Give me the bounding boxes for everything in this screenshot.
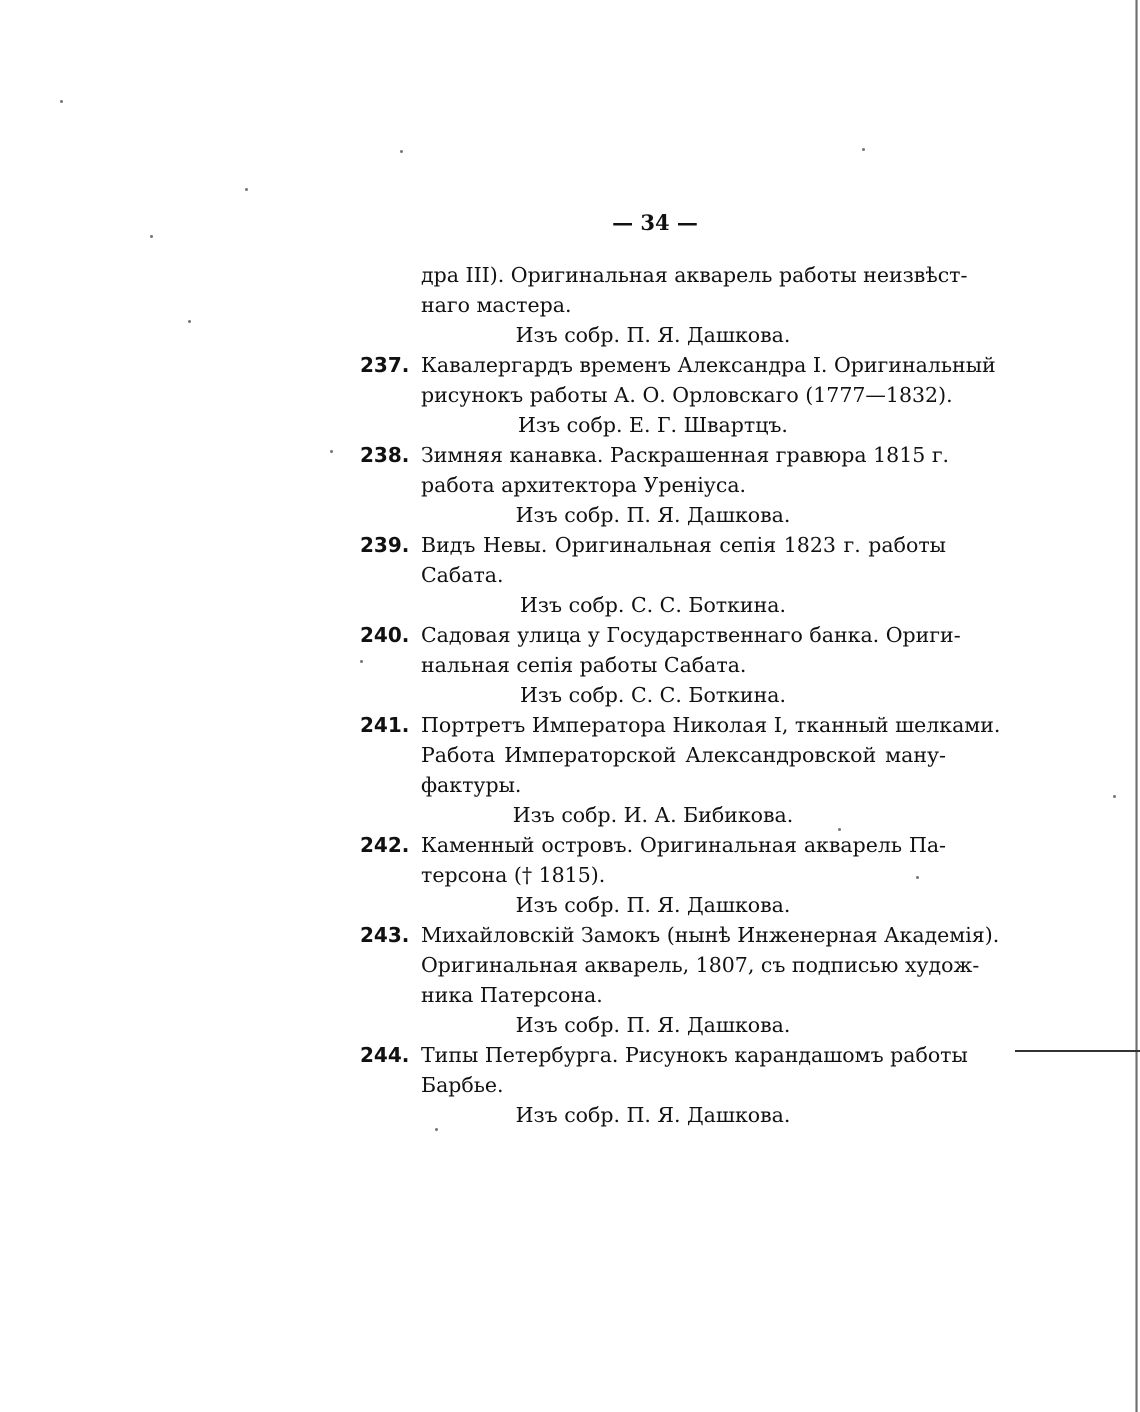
entry-line xyxy=(360,830,946,860)
entry-source-line xyxy=(360,680,946,710)
speck xyxy=(245,188,248,191)
entry-number: 242. xyxy=(360,833,410,857)
entry-text: рисунокъ работы А. О. Орловскаго (1777—1832). xyxy=(421,383,953,407)
entry-text: наго мастера. xyxy=(421,293,572,317)
entry-source-line xyxy=(360,800,946,830)
entry-source-line xyxy=(360,890,946,920)
entry-source-line xyxy=(360,1010,946,1040)
entry-text: нальная сепія работы Сабата. xyxy=(421,653,747,677)
entry-text: Кавалергардъ временъ Александра I. Оригинальный xyxy=(421,353,996,377)
entry-source: Изъ собр. С. С. Боткина. xyxy=(520,683,786,707)
entry-line xyxy=(360,740,946,770)
entry-line xyxy=(360,650,946,680)
entry-number: 238. xyxy=(360,443,410,467)
entry-line xyxy=(360,950,980,980)
entry-number: 241. xyxy=(360,713,410,737)
entry-line xyxy=(360,770,946,800)
entry-line xyxy=(360,980,946,1010)
entry-text: Сабата. xyxy=(421,563,504,587)
entry-text: Садовая улица у Государственнаго банка. Ориги- xyxy=(421,623,961,647)
speck xyxy=(862,148,865,151)
entry-number: 237. xyxy=(360,353,410,377)
entry-line xyxy=(360,1040,968,1070)
speck xyxy=(188,320,191,323)
page-number: — 34 — xyxy=(612,210,698,235)
entry-line xyxy=(360,530,946,560)
entry-source-line xyxy=(360,1100,946,1130)
entry-text: фактуры. xyxy=(421,773,522,797)
entry-line xyxy=(360,710,1001,740)
entry-source-line xyxy=(360,590,946,620)
entry-line xyxy=(360,380,953,410)
entry-number: 244. xyxy=(360,1043,410,1067)
entry-source: Изъ собр. П. Я. Дашкова. xyxy=(515,893,791,917)
entry-line xyxy=(360,620,961,650)
entry-line xyxy=(360,290,946,320)
entry-source: Изъ собр. П. Я. Дашкова. xyxy=(515,323,791,347)
entry-source-line xyxy=(360,500,946,530)
entry-text: работа архитектора Уреніуса. xyxy=(421,473,747,497)
entry-text: Михайловскій Замокъ (нынѣ Инженерная Академія). xyxy=(421,923,1000,947)
entry-number: 239. xyxy=(360,533,410,557)
entry-source: Изъ собр. П. Я. Дашкова. xyxy=(515,1103,791,1127)
entry-text: дра III). Оригинальная акварель работы неизвѣст- xyxy=(421,263,968,287)
entry-source: Изъ собр. Е. Г. Швартцъ. xyxy=(518,413,788,437)
entry-line xyxy=(360,920,1000,950)
entry-source: Изъ собр. П. Я. Дашкова. xyxy=(515,503,791,527)
entry-line xyxy=(360,470,946,500)
entry-source-line xyxy=(360,320,946,350)
entry-source: Изъ собр. П. Я. Дашкова. xyxy=(515,1013,791,1037)
entry-number: 240. xyxy=(360,623,410,647)
entry-source-line xyxy=(360,410,946,440)
entry-line xyxy=(360,260,968,290)
catalog-entries xyxy=(360,260,1001,1130)
entry-text: Каменный островъ. Оригинальная акварель Па- xyxy=(421,833,946,857)
entry-text: Портретъ Императора Николая I, тканный шелками. xyxy=(421,713,1001,737)
speck xyxy=(150,235,153,238)
entry-number: 243. xyxy=(360,923,410,947)
entry-line xyxy=(360,560,946,590)
entry-text: ника Патерсона. xyxy=(421,983,603,1007)
entry-text: Типы Петербурга. Рисунокъ карандашомъ работы xyxy=(421,1043,968,1067)
entry-text: терсона († 1815). xyxy=(421,863,606,887)
speck xyxy=(1113,795,1116,798)
entry-line xyxy=(360,440,950,470)
speck xyxy=(400,150,403,153)
page-edge-shadow xyxy=(1135,0,1138,1412)
entry-line xyxy=(360,1070,946,1100)
entry-text: Работа Императорской Александровской ману- xyxy=(421,743,946,767)
entry-line xyxy=(360,350,996,380)
entry-text: Видъ Невы. Оригинальная сепія 1823 г. работы xyxy=(421,533,946,557)
speck xyxy=(330,450,333,453)
entry-source: Изъ собр. И. А. Бибикова. xyxy=(512,803,794,827)
entry-text: Зимняя канавка. Раскрашенная гравюра 1815 г. xyxy=(421,443,950,467)
bottom-rule xyxy=(1015,1050,1140,1052)
entry-source: Изъ собр. С. С. Боткина. xyxy=(520,593,786,617)
entry-text: Барбье. xyxy=(421,1073,504,1097)
entry-line xyxy=(360,860,946,890)
entry-text: Оригинальная акварель, 1807, съ подписью худож- xyxy=(421,953,980,977)
speck xyxy=(60,100,63,103)
